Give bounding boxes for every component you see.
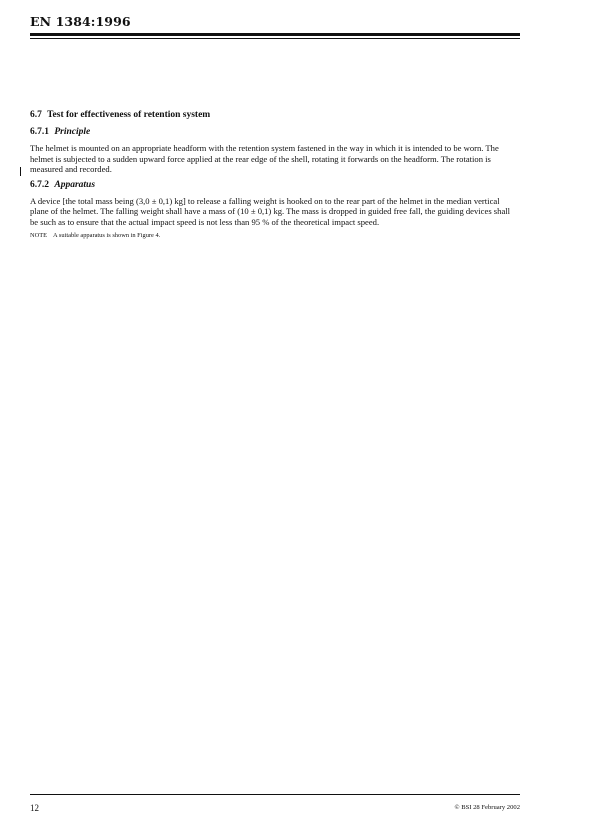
footer-rule [30,794,520,795]
document-id: EN 1384:1996 [30,14,131,29]
section-title: Apparatus [54,179,96,190]
section-6-7-heading [30,109,520,121]
note-text: A suitable apparatus is shown in Figure 4. [53,232,161,239]
section-6-7-1-heading [30,126,520,138]
copyright-notice: © BSI 28 February 2002 [454,804,520,811]
section-6-7-2-heading [30,179,520,191]
section-title: Principle [54,127,91,137]
header-rule-thick [30,33,520,36]
page-number: 12 [30,803,39,813]
section-title: Test for effectiveness of retention system [47,110,211,120]
section-number: 6.7.2 [30,179,49,190]
apparatus-paragraph: A device [the total mass being (3,0 ± 0,1) kg] to release a falling weight is hooked on to the rear part of the helmet in the median vertical plane of the helmet. The falling weight shall have a mass of (10 ± 0,1) kg. The mass is dropped in guided free fall, the guiding devices shall be such as to ensure that the actual impact speed is not less than 95 % of the theoretical impact speed. [30,195,511,227]
header-rule-thin [30,38,520,39]
section-number: 6.7.1 [30,127,49,137]
principle-paragraph: The helmet is mounted on an appropriate headform with the retention system fastened in the way in which it is intended to be worn. The helmet is subjected to a sudden upward force applied at the rear edge of the shell, rotating it forwards on the headform. The rotation is measured and recorded. [30,143,499,174]
note-label: NOTE [30,232,48,239]
note [30,231,520,240]
change-bar [20,167,21,176]
document-body [30,109,520,240]
section-number: 6.7 [30,110,42,120]
